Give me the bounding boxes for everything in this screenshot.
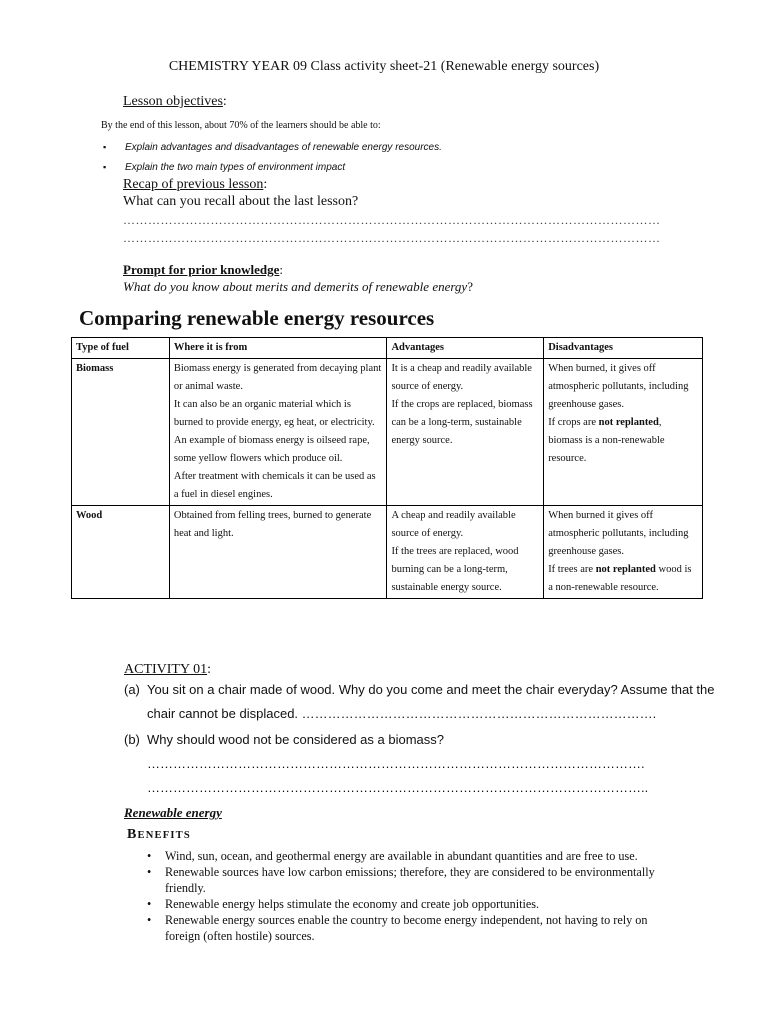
cell-line: A cheap and readily available source of energy. bbox=[391, 510, 516, 539]
cell-line: When burned, it gives off atmospheric pollutants, including greenhouse gases. bbox=[548, 363, 689, 410]
list-item bbox=[147, 896, 657, 912]
answer-line[interactable]: ……………………………………………………………………………………………………. bbox=[147, 756, 645, 771]
answer-line[interactable]: ………………………………………………………………………………………………………………… bbox=[123, 231, 661, 245]
cell-line bbox=[548, 561, 698, 597]
benefit-text: Renewable energy helps stimulate the economy and create job opportunities. bbox=[165, 897, 540, 911]
source-cell bbox=[169, 506, 387, 599]
table-row bbox=[72, 506, 703, 599]
question-label: (a) bbox=[124, 682, 140, 697]
column-header: Disadvantages bbox=[544, 338, 703, 359]
emphasis-text: not replanted bbox=[598, 417, 659, 428]
table-header-row bbox=[72, 338, 703, 359]
source-cell bbox=[169, 359, 387, 506]
column-header: Type of fuel bbox=[72, 338, 170, 359]
benefits-heading bbox=[127, 827, 191, 843]
activity-heading-colon: : bbox=[207, 662, 211, 677]
prompt-heading-text: Prompt for prior knowledge bbox=[123, 262, 280, 277]
benefit-text: Wind, sun, ocean, and geothermal energy are available in abundant quantities and are free to use. bbox=[165, 849, 638, 863]
answer-line[interactable]: ………………………………………………………………………………………………………………… bbox=[123, 213, 661, 227]
advantages-cell bbox=[387, 506, 544, 599]
cell-line: It is a cheap and readily available source of energy. bbox=[391, 363, 532, 392]
objective-text: Explain the two main types of environment impact bbox=[125, 162, 346, 173]
column-header: Advantages bbox=[387, 338, 544, 359]
disadvantages-cell bbox=[544, 506, 703, 599]
prompt-question bbox=[123, 279, 473, 295]
cell-text: If crops are bbox=[548, 417, 599, 428]
benefits-list bbox=[147, 848, 657, 944]
column-header: Where it is from bbox=[169, 338, 387, 359]
question-label: (b) bbox=[124, 732, 140, 747]
prompt-question-text: What do you know about merits and demerits of renewable energy bbox=[123, 279, 468, 294]
recap-heading bbox=[123, 177, 267, 193]
answer-line[interactable]: …………………………………………………………………………………………………….. bbox=[147, 780, 649, 795]
prompt-heading bbox=[123, 262, 283, 278]
disadvantages-cell bbox=[544, 359, 703, 506]
cell-text: , biomass is a non-renewable resource. bbox=[548, 417, 665, 464]
cell-line: If the crops are replaced, biomass can be a long-term, sustainable energy source. bbox=[391, 399, 533, 446]
recap-heading-colon: : bbox=[263, 177, 268, 192]
objective-text: Explain advantages and disadvantages of renewable energy resources. bbox=[125, 142, 442, 153]
bullet-icon: ▪ bbox=[103, 162, 107, 172]
question-a-continued[interactable]: chair cannot be displaced. ………………………………………………………………………. bbox=[147, 706, 657, 721]
benefits-rest: ENEFITS bbox=[137, 830, 191, 841]
cell-text: If trees are bbox=[548, 564, 596, 575]
objective-item bbox=[103, 142, 442, 153]
bullet-icon: • bbox=[147, 849, 152, 863]
objectives-heading bbox=[123, 94, 227, 110]
list-item bbox=[147, 848, 657, 864]
benefit-text: Renewable energy sources enable the country to become energy independent, not having to rely on foreign (often hostile) sources. bbox=[165, 913, 648, 943]
objective-item bbox=[103, 162, 345, 173]
cell-line: Obtained from felling trees, burned to generate heat and light. bbox=[173, 510, 372, 539]
question-b bbox=[124, 729, 444, 751]
prompt-heading-colon: : bbox=[279, 262, 283, 277]
cell-line: It can also be an organic material which is burned to provide energy, eg heat, or electricity. bbox=[173, 399, 375, 428]
list-item bbox=[147, 912, 657, 944]
page-title: CHEMISTRY YEAR 09 Class activity sheet-21 (Renewable energy sources) bbox=[168, 59, 600, 74]
bullet-icon: • bbox=[147, 913, 152, 927]
objectives-heading-text: Lesson objectives bbox=[123, 94, 223, 109]
cell-line: An example of biomass energy is oilseed rape, some yellow flowers which produce oil. bbox=[173, 435, 370, 464]
bullet-icon: • bbox=[147, 897, 152, 911]
question-text: You sit on a chair made of wood. Why do you come and meet the chair everyday? Assume that the bbox=[147, 682, 715, 697]
list-item bbox=[147, 864, 657, 896]
benefits-initial: B bbox=[127, 827, 138, 842]
cell-line: After treatment with chemicals it can be used as a fuel in diesel engines. bbox=[173, 471, 376, 500]
emphasis-text: not replanted bbox=[595, 564, 656, 575]
fuel-type: Wood bbox=[72, 506, 170, 599]
bullet-icon: • bbox=[147, 865, 152, 879]
recap-question: What can you recall about the last lesson? bbox=[123, 194, 359, 209]
comparison-heading: Comparing renewable energy resources bbox=[79, 306, 435, 330]
fuel-type: Biomass bbox=[72, 359, 170, 506]
table-row bbox=[72, 359, 703, 506]
activity-heading-text: ACTIVITY 01 bbox=[124, 662, 208, 677]
objectives-intro: By the end of this lesson, about 70% of the learners should be able to: bbox=[101, 120, 381, 131]
cell-line: When burned it gives off atmospheric pollutants, including greenhouse gases. bbox=[548, 510, 689, 557]
cell-text: wood is a non-renewable resource. bbox=[548, 564, 692, 593]
comparison-table bbox=[71, 337, 703, 599]
renewable-heading: Renewable energy bbox=[124, 805, 222, 820]
objectives-heading-colon: : bbox=[222, 94, 227, 109]
activity-heading bbox=[124, 662, 211, 678]
bullet-icon: ▪ bbox=[103, 142, 107, 152]
recap-heading-text: Recap of previous lesson bbox=[123, 177, 264, 192]
benefit-text: Renewable sources have low carbon emissions; therefore, they are considered to be environmentally friendly. bbox=[165, 865, 655, 895]
cell-line bbox=[548, 414, 698, 468]
cell-line: If the trees are replaced, wood burning can be a long-term, sustainable energy source. bbox=[391, 546, 519, 593]
question-text: Why should wood not be considered as a biomass? bbox=[147, 732, 445, 747]
advantages-cell bbox=[387, 359, 544, 506]
prompt-question-mark: ? bbox=[467, 279, 473, 294]
question-a bbox=[124, 679, 715, 701]
cell-line: Biomass energy is generated from decaying plant or animal waste. bbox=[173, 363, 382, 392]
